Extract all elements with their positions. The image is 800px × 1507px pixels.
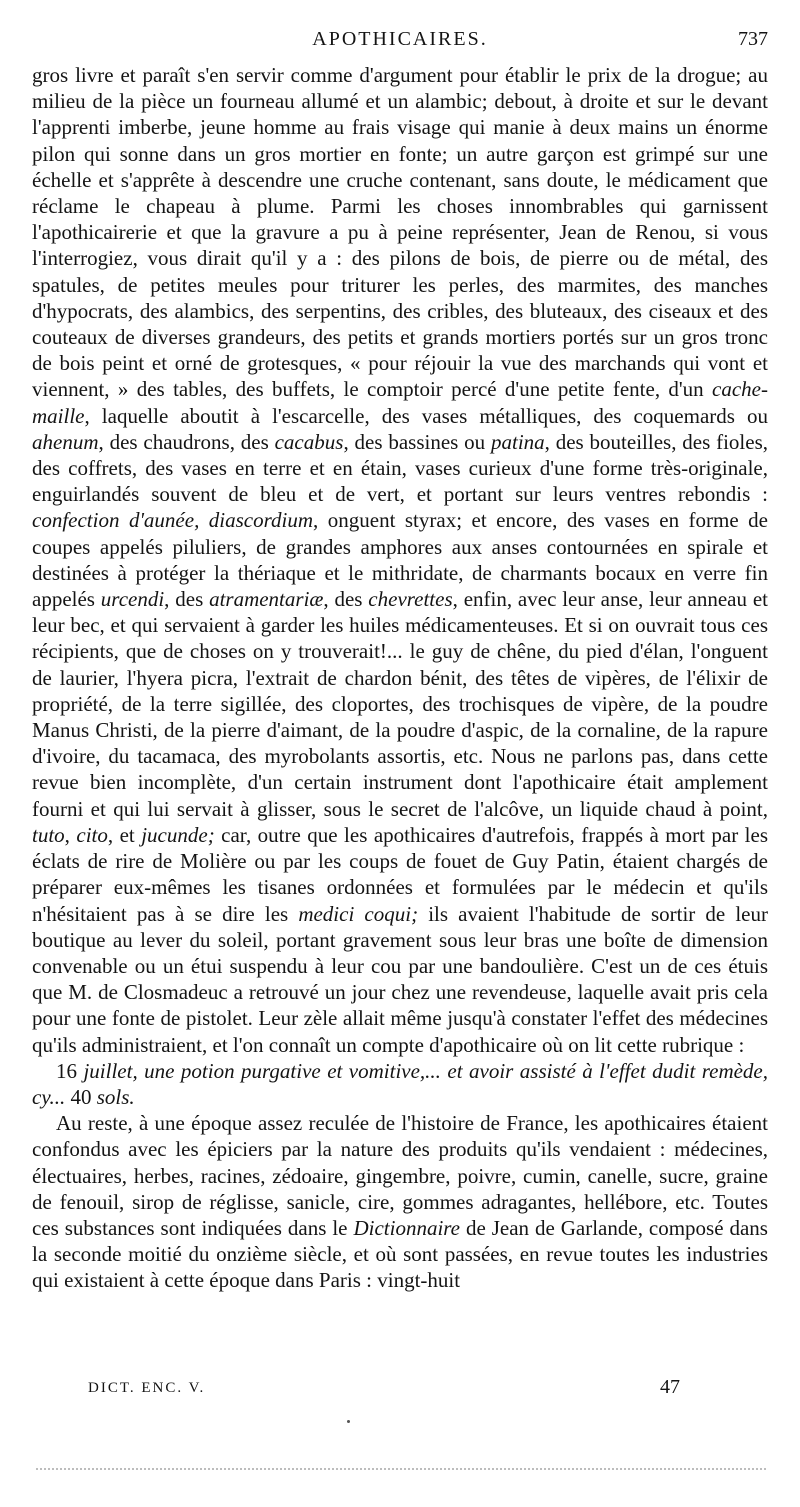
italic-text: confection d'aunée, diascordium: [32, 508, 314, 533]
italic-text: chevrettes: [368, 587, 453, 612]
text-run: , des bassines ou: [343, 429, 491, 454]
text-run: , et: [107, 822, 142, 847]
text-run: , onguent styrax; et encore, des vases en forme de coupes appelés piluliers, de grandes amphores aux anses contournées en spirale et destinées à protéger la thériaque et le mithridate, de charmants bocaux en verre fin appelés: [32, 508, 768, 612]
italic-text: patina: [490, 429, 545, 454]
text-run: de Jean de Garlande, composé dans la seconde moitié du onzième siècle, et où sont passées, en revue toutes les industries qui existaient à cette époque dans Paris : vingt-huit: [32, 1215, 768, 1293]
text-run: Au reste, à une époque assez reculée de l'histoire de France, les apothicaires étaient confondus avec les épiciers par la nature des produits qu'ils vendaient : médecines, électuaires, herbes, racines, zédoaire, gingembre, poivre, cumin, canelle, sucre, graine de fenouil, sirop de réglisse, sanicle, cire, gommes adragantes, hellébore, etc. Toutes ces substances sont indiquées dans le: [32, 1111, 768, 1240]
text-run: 16: [56, 1058, 84, 1083]
body-text: [32, 62, 768, 1294]
italic-text: juillet, une potion purgative et vomitive,... et avoir assisté à l'effet dudit remède, cy...: [32, 1058, 768, 1109]
text-run: car, outre que les apothicaires d'autrefois, frappés à mort par les éclats de rire de Molière ou par les coups de fouet de Guy Patin, étaient chargés de préparer eux-mêmes les tisanes ordonnées et formulées par le médecin et qu'ils n'hésitaient pas à se dire les: [32, 822, 768, 926]
page-footer: [32, 1376, 768, 1404]
paragraph: [32, 1110, 768, 1293]
text-run: ils avaient l'habitude de sortir de leur boutique au lever du soleil, portant gravement sous leur bras une boîte de dimension convenable ou un étui suspendu à leur cou par une bandoulière. C'est un de ces étuis que M. de Closmadeuc a retrouvé un jour chez une revendeuse, laquelle avait pris cela pour une fonte de pistolet. Leur zèle allait même jusqu'à constater l'effet des médecines qu'ils administraient, et l'on connaît un compte d'apothicaire où on lit cette rubrique :: [32, 901, 768, 1057]
italic-text: sols.: [96, 1084, 135, 1109]
italic-text: cito: [76, 822, 108, 847]
sheet-number: 47: [660, 1376, 680, 1398]
text-run: ,: [64, 822, 77, 847]
italic-text: cacabus: [274, 429, 344, 454]
page-number: 737: [738, 28, 768, 50]
italic-text: atramentariæ: [209, 587, 324, 612]
page-header: [32, 28, 768, 56]
text-run: , enfin, avec leur anse, leur anneau et leur bec, et qui servaient à garder les huiles médicamenteuses. Et si on ouvrait tous ces récipients, que de choses on y trouverait!... le guy de chêne, du pied d'élan, l'onguent de laurier, l'hyera picra, l'extrait de chardon bénit, des têtes de vipères, de l'élixir de propriété, de la terre sigillée, des cloportes, des trochisques de vipère, de la poudre Manus Christi, de la pierre d'aimant, de la poudre d'aspic, de la cornaline, de la rapure d'ivoire, du tacamaca, des myrobolants assortis, etc. Nous ne parlons pas, dans cette revue bien incomplète, d'un certain instrument dont l'apothicaire était amplement fourni et qui lui servait à glisser, sous le secret de l'alcôve, un liquide chaud à point,: [32, 587, 768, 821]
italic-text: jucunde;: [141, 822, 215, 847]
text-run: , laquelle aboutit à l'escarcelle, des vases métalliques, des coquemards ou: [84, 403, 768, 428]
text-run: , des: [323, 587, 369, 612]
paragraph: [32, 1058, 768, 1110]
italic-text: tuto: [32, 822, 65, 847]
text-run: , des chaudrons, des: [98, 429, 275, 454]
page-mark: [347, 1420, 350, 1423]
text-run: , des: [164, 587, 210, 612]
italic-text: ahenum: [32, 429, 99, 454]
italic-text: cache-maille: [32, 377, 768, 428]
text-run: , des bouteilles, des fioles, des coffrets, des vases en terre et en étain, vases curieux d'une forme très-originale, enguirlandés souvent de bleu et de vert, et portant sur leurs ventres rebondis :: [32, 429, 769, 507]
running-title: APOTHICAIRES.: [312, 28, 488, 50]
bleed-through-line: [36, 1468, 766, 1470]
italic-text: medici coqui;: [298, 901, 419, 926]
paragraph: [32, 62, 768, 1058]
text-run: 40: [65, 1084, 97, 1109]
text-run: gros livre et paraît s'en servir comme d'argument pour établir le prix de la drogue; au milieu de la pièce un fourneau allumé et un alambic; debout, à droite et sur le devant l'apprenti imberbe, jeune homme au frais visage qui manie à deux mains un énorme pilon qui sonne dans un gros mortier en fonte; un autre garçon est grimpé sur une échelle et s'apprête à descendre une cruche contenant, sans doute, le médicament que réclame le chapeau à plume. Parmi les choses innombrables qui garnissent l'apothicairerie et que la gravure a pu à peine représenter, Jean de Renou, si vous l'interrogiez, vous dirait qu'il y a : des pilons de bois, de pierre ou de métal, des spatules, de petites meules pour triturer les perles, des marmites, des manches d'hypocrats, des alambics, des serpentins, des cribles, des bluteaux, des ciseaux et des couteaux de diverses grandeurs, des petits et grands mortiers portés sur un gros tronc de bois peint et orné de grotesques, « pour réjouir la vue des marchands qui vont et viennent, » des tables, des buffets, le comptoir percé d'une petite fente, d'un: [32, 63, 768, 402]
printer-signature: DICT. ENC. V.: [88, 1380, 206, 1396]
italic-text: Dictionnaire: [353, 1215, 460, 1240]
italic-text: urcendi: [100, 587, 165, 612]
